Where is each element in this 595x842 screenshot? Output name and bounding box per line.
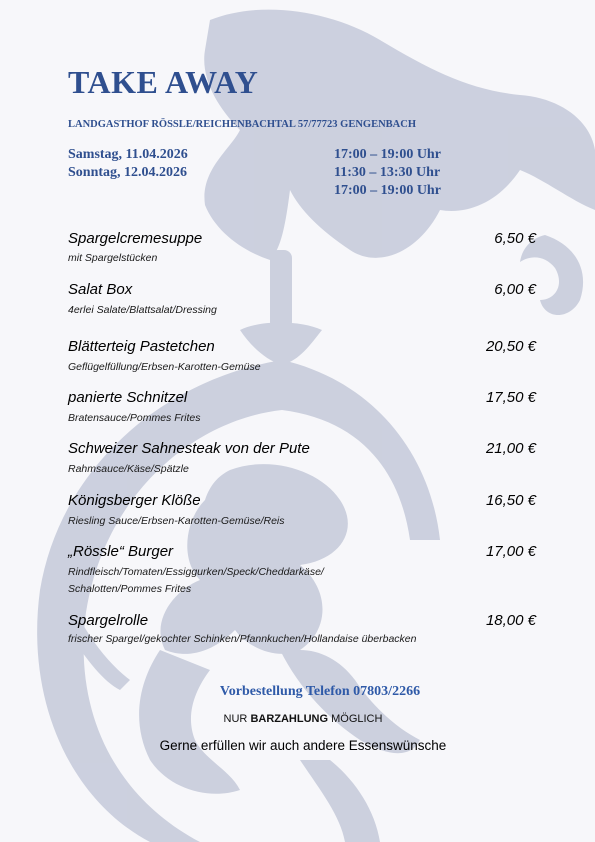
- menu-item-price: 21,00 €: [485, 440, 536, 457]
- cash-bold: BARZAHLUNG: [250, 713, 329, 725]
- menu-item-price: 17,00 €: [485, 543, 536, 560]
- menu-item-description: Riesling Sauce/Erbsen-Karotten-Gemüse/Reis: [68, 515, 285, 527]
- schedule-day-2: Sonntag, 12.04.2026: [68, 165, 188, 180]
- menu-item-name: Blätterteig Pastetchen: [68, 338, 215, 355]
- cash-prefix: NUR: [223, 713, 251, 725]
- menu-item-price: 6,50 €: [494, 230, 536, 247]
- menu-item-description: frischer Spargel/gekochter Schinken/Pfannkuchen/Hollandaise überbacken: [68, 633, 417, 645]
- preorder-phone: Vorbestellung Telefon 07803/2266: [219, 684, 421, 699]
- menu-item-description: Rahmsauce/Käse/Spätzle: [68, 463, 189, 475]
- menu-item-description: Rindfleisch/Tomaten/Essiggurken/Speck/Cheddarkäse/ Schalotten/Pommes Frites: [68, 566, 324, 595]
- restaurant-address: LANDGASTHOF RÖSSLE/REICHENBACHTAL 57/77723 GENGENBACH: [68, 119, 417, 130]
- menu-item-description: Bratensauce/Pommes Frites: [68, 412, 201, 424]
- schedule-times: [334, 146, 441, 200]
- menu-item-name: Königsberger Klöße: [68, 492, 201, 509]
- cash-suffix: MÖGLICH: [328, 713, 383, 725]
- menu-item-description: Geflügelfüllung/Erbsen-Karotten-Gemüse: [68, 361, 261, 373]
- menu-item-description: 4erlei Salate/Blattsalat/Dressing: [68, 304, 217, 316]
- menu-item-name: panierte Schnitzel: [68, 389, 188, 406]
- menu-item-price: 20,50 €: [485, 338, 536, 355]
- menu-item-name: Salat Box: [68, 281, 133, 298]
- menu-item-name: Spargelcremesuppe: [68, 230, 203, 247]
- schedule-days: [68, 146, 188, 182]
- menu-item-price: 17,50 €: [485, 389, 536, 406]
- menu-item-description: mit Spargelstücken: [68, 252, 158, 264]
- schedule-time-3: 17:00 – 19:00 Uhr: [334, 183, 441, 198]
- other-wishes-note: Gerne erfüllen wir auch andere Essenswünsche: [159, 738, 447, 753]
- schedule-time-2: 11:30 – 13:30 Uhr: [334, 165, 441, 180]
- page-title: TAKE AWAY: [68, 64, 259, 100]
- schedule-day-1: Samstag, 11.04.2026: [68, 147, 188, 162]
- menu-item-name: Spargelrolle: [68, 612, 149, 629]
- menu-item-price: 16,50 €: [485, 492, 536, 509]
- schedule-time-1: 17:00 – 19:00 Uhr: [334, 147, 441, 162]
- menu-item-price: 6,00 €: [494, 281, 536, 298]
- menu-item-price: 18,00 €: [485, 612, 536, 629]
- menu-item-name: Schweizer Sahnesteak von der Pute: [68, 440, 310, 457]
- menu-item-name: „Rössle“ Burger: [68, 543, 174, 560]
- cash-only-note: [0, 713, 595, 725]
